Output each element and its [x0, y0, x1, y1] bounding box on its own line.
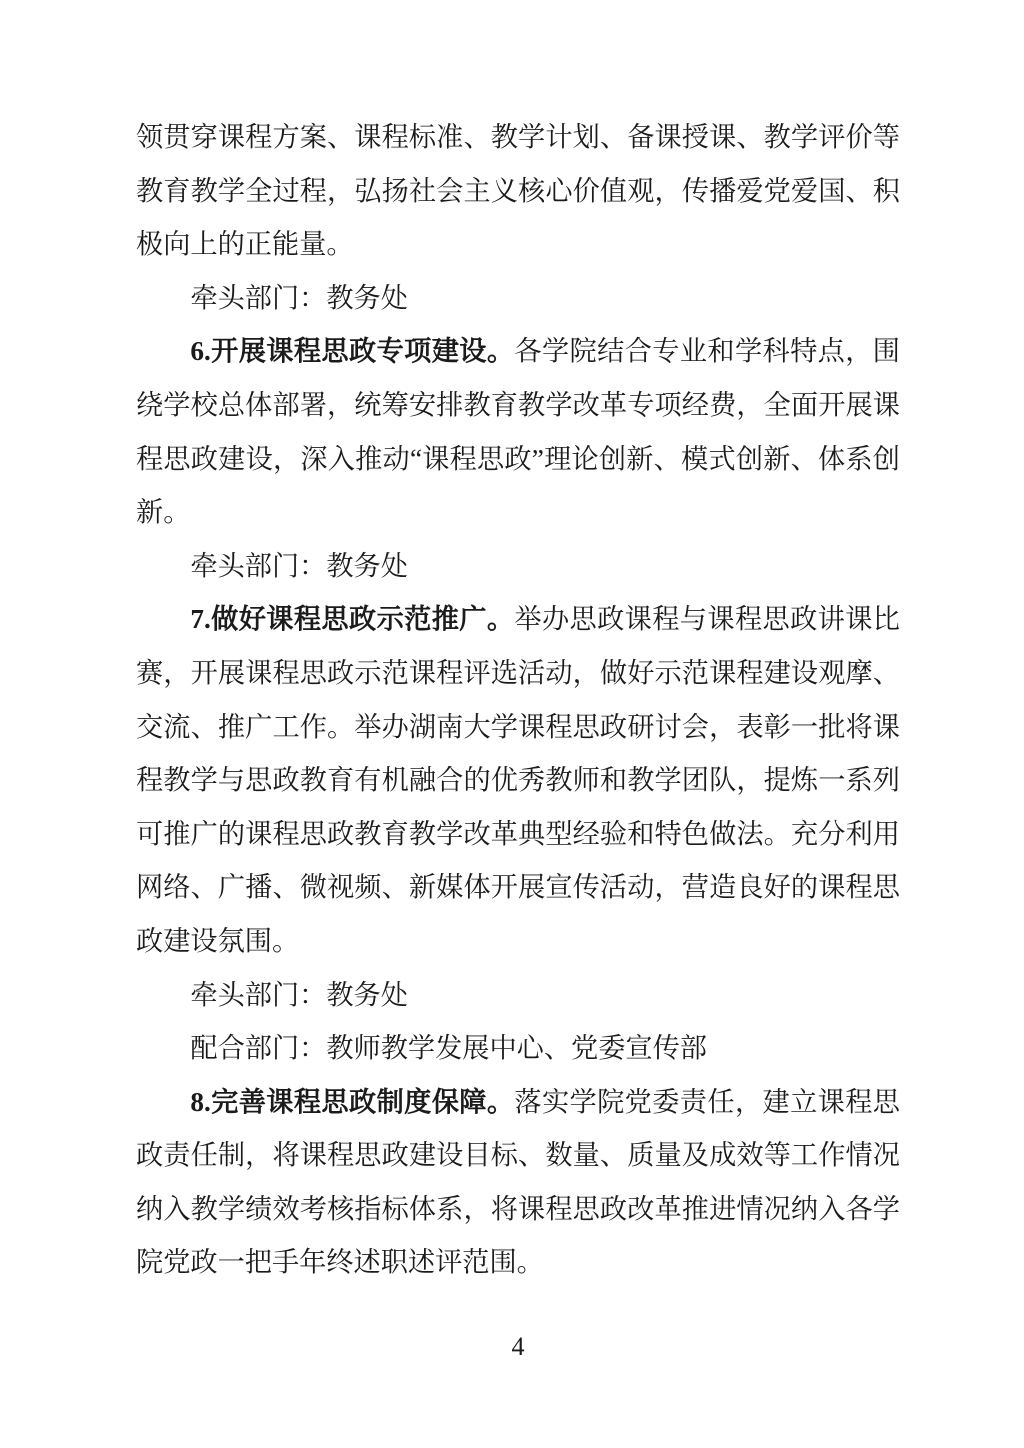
- item-6-text: 各学院结合专业和学科特点，围绕学校总体部署，统筹安排教育教学改革专项经费，全面开展课程思政建设，深入推动“课程思政”理论创新、模式创新、体系创新。: [136, 336, 900, 528]
- page-number: 4: [511, 1332, 525, 1361]
- document-body: [136, 111, 900, 1290]
- cooperating-department-line: 配合部门：教师教学发展中心、党委宣传部: [190, 1033, 707, 1064]
- lead-department-line: 牵头部门：教务处: [190, 282, 408, 313]
- item-6-heading: 6.开展课程思政专项建设。: [190, 336, 515, 367]
- item-8-heading: 8.完善课程思政制度保障。: [190, 1086, 515, 1117]
- lead-department-line: 牵头部门：教务处: [190, 979, 408, 1010]
- paragraph-item-6: [136, 325, 900, 539]
- item-7-heading: 7.做好课程思政示范推广。: [190, 604, 515, 635]
- paragraph-item-8: [136, 1076, 900, 1290]
- item-7-text: 举办思政课程与课程思政讲课比赛，开展课程思政示范课程评选活动，做好示范课程建设观摩、交流、推广工作。举办湖南大学课程思政研讨会，表彰一批将课程教学与思政教育有机融合的优秀教师和教学团队，提炼一系列可推广的课程思政教育教学改革典型经验和特色做法。充分利用网络、广播、微视频、新媒体开展宣传活动，营造良好的课程思政建设氛围。: [136, 604, 900, 956]
- paragraph-item-7: [136, 593, 900, 968]
- paragraph-continued: 领贯穿课程方案、课程标准、教学计划、备课授课、教学评价等教育教学全过程，弘扬社会主义核心价值观，传播爱党爱国、积极向上的正能量。: [136, 122, 900, 260]
- lead-department-line: 牵头部门：教务处: [190, 550, 408, 581]
- item-8-text: 落实学院党委责任，建立课程思政责任制，将课程思政建设目标、数量、质量及成效等工作情况纳入教学绩效考核指标体系，将课程思政改革推进情况纳入各学院党政一把手年终述职述评范围。: [136, 1086, 900, 1278]
